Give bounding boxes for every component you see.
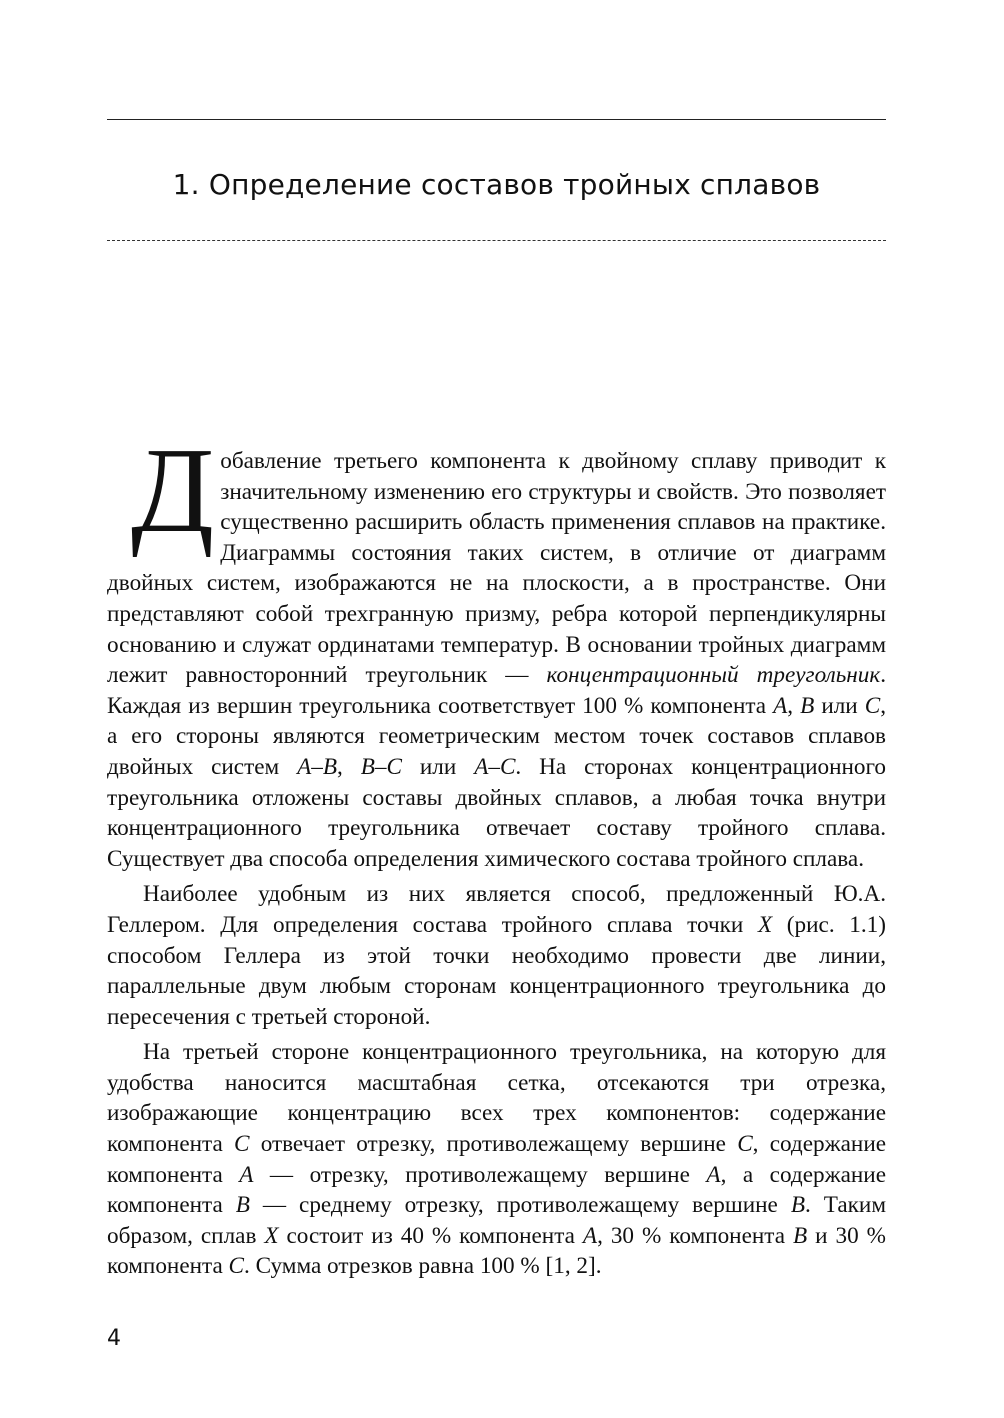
text-run: , содержание компонента [107, 1131, 887, 1188]
body-text [107, 423, 887, 1282]
variable: A [773, 692, 788, 719]
title-dashed-divider [107, 240, 886, 241]
paragraph-1 [107, 423, 887, 874]
text-run: (рис. 1.1) способом Геллера из этой точки необходимо провести две линии, параллельные двум любым сторонам концентрационного треугольника до пересечения с третьей стороной. [107, 911, 886, 1030]
text-run: , [787, 692, 801, 719]
variable: C [228, 1253, 244, 1280]
variable: C [864, 692, 881, 719]
text-run: или [401, 753, 475, 780]
text-run: или [814, 692, 865, 719]
variable: C [737, 1131, 753, 1158]
variable: A–C [474, 753, 516, 780]
variable: C [233, 1131, 250, 1158]
variable: X [264, 1222, 279, 1249]
variable: B–C [360, 753, 402, 780]
text-run: . Таким образом, сплав [107, 1192, 886, 1249]
variable: X [757, 911, 773, 938]
text-run: и 30 % компонента [107, 1222, 886, 1280]
text-run: состоит из 40 % компонента [278, 1222, 583, 1249]
header-rule [107, 119, 886, 120]
drop-cap: Д [131, 423, 215, 558]
text-run: На третьей стороне концентрационного треугольника, на которую для удобства наносится масштабная сетка, отсекаются три отрезка, изображающие концентрацию всех трех компонентов: содержание компонента [107, 1039, 886, 1158]
text-run: . Каждая из вершин треугольника соответствует 100 % компонента [107, 662, 886, 719]
text-run: . На сторонах концентрационного треугольника отложены составы двойных сплавов, а любая точка внутри концентрационного треугольника отвечает составу тройного сплава. Существует два способа определения химического состава тройного сплава. [107, 753, 887, 872]
variable: B [792, 1222, 808, 1249]
text-run: , а его стороны являются геометрическим местом точек составов сплавов двойных систем [107, 692, 887, 780]
variable: A [706, 1161, 721, 1188]
text-run: , 30 % компонента [597, 1222, 793, 1249]
variable: B [235, 1192, 250, 1219]
text-run: отвечает отрезку, противолежащему вершине [249, 1131, 738, 1158]
variable: B [790, 1192, 805, 1219]
text-run: — отрезку, противолежащему вершине [253, 1161, 707, 1188]
italic-term: концентрационный треугольник [546, 662, 881, 689]
text-run: Наиболее удобным из них является способ, предложенный Ю.А. Геллером. Для определения состава тройного сплава точки [107, 881, 886, 938]
variable: A [239, 1161, 254, 1188]
variable: A–B [297, 753, 338, 780]
variable: B [800, 692, 815, 719]
variable: A [582, 1222, 598, 1249]
page-number: 4 [107, 1326, 121, 1351]
text-run: , [337, 753, 361, 780]
text-run: , а содержание компонента [107, 1161, 887, 1219]
text-run: . Сумма отрезков равна 100 % [1, 2]. [244, 1253, 602, 1280]
paragraph-2 [107, 879, 886, 1032]
paragraph-3 [107, 1037, 886, 1282]
text-run: — среднему отрезку, противолежащему вершине [249, 1192, 791, 1219]
text-run: обавление третьего компонента к двойному сплаву приводит к значительному изменению его структуры и свойств. Это позволяет существенно расширить область применения сплавов на практике. Диаграммы состояния таких систем, в отличие от диаграмм двойных систем, изображаются не на плоскости, а в пространстве. Они представляют собой трехгранную призму, ребра которой перпендикулярны основанию и служат ординатами температур. В основании тройных диаграмм лежит равносторонний треугольник — [107, 448, 886, 689]
chapter-title: 1. Определение составов тройных сплавов [172, 168, 821, 201]
